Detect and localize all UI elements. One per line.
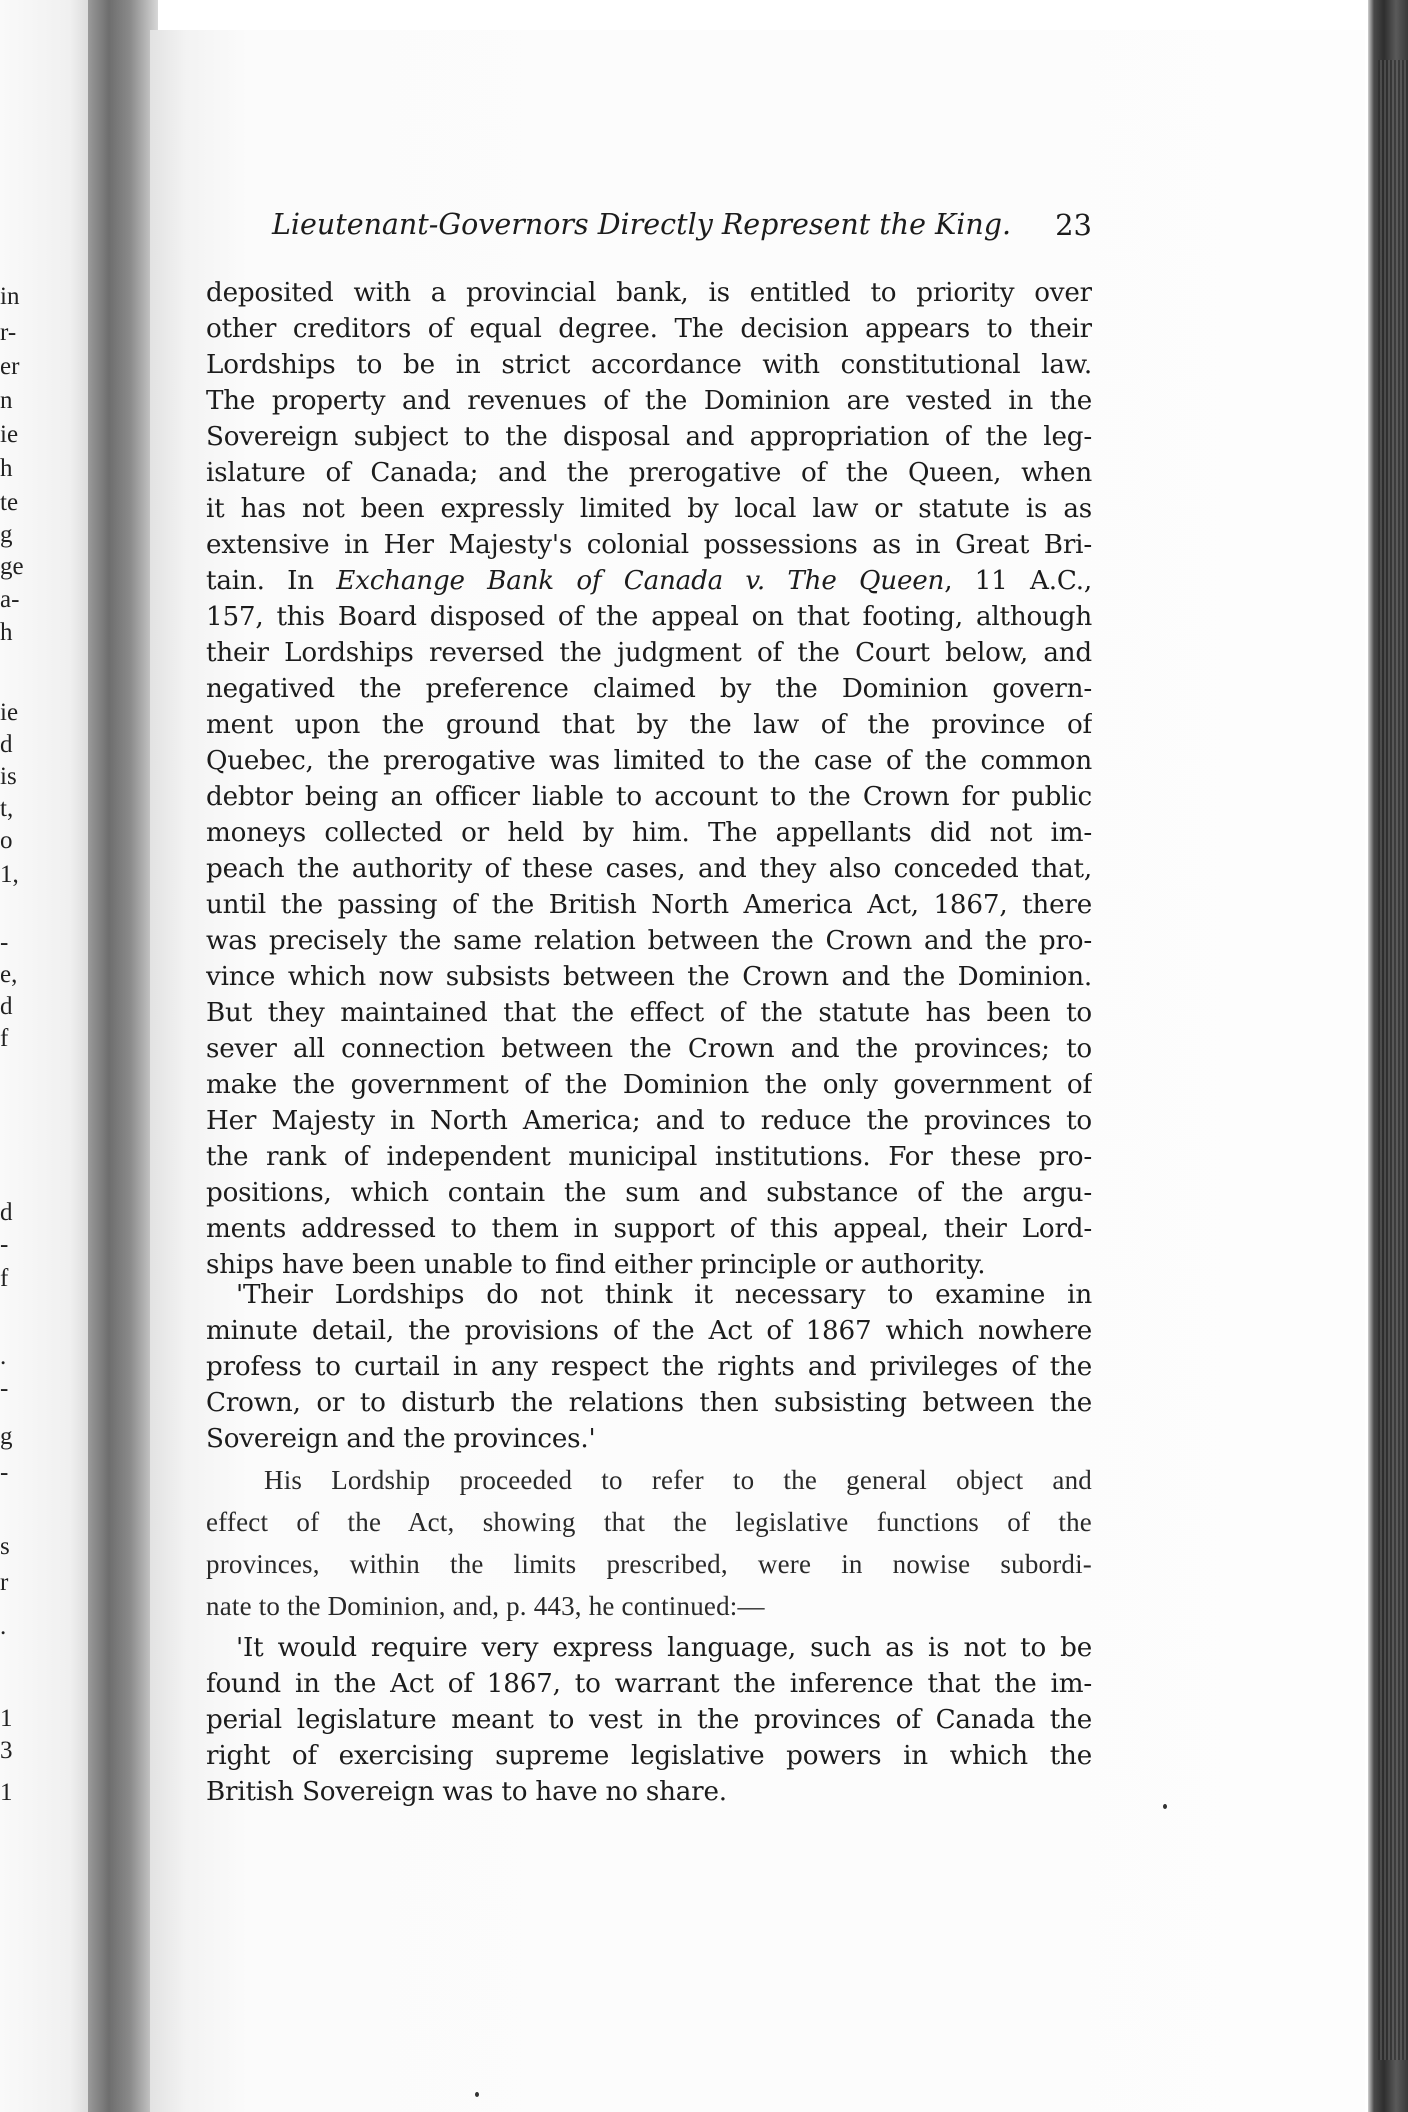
page-stack-edge xyxy=(1378,60,1408,2060)
facing-page-fragment: h xyxy=(0,619,13,646)
text-line: debtor being an officer liable to account to the Crown for public xyxy=(206,782,1092,812)
facing-page-fragment: t, xyxy=(0,795,14,822)
facing-page-fragment: d xyxy=(0,731,13,758)
text-line: minute detail, the provisions of the Act of 1867 which nowhere xyxy=(206,1316,1092,1346)
facing-page-fragment: is xyxy=(0,763,17,790)
facing-page-fragment: f xyxy=(0,1025,9,1052)
text-line: 157, this Board disposed of the appeal on that footing, although xyxy=(206,602,1092,632)
text-line: nate to the Dominion, and, p. 443, he continued:— xyxy=(206,1591,765,1621)
text-line: Sovereign and the provinces.' xyxy=(206,1424,596,1454)
text-line: But they maintained that the effect of the statute has been to xyxy=(206,998,1092,1028)
text-line: moneys collected or held by him. The appellants did not im- xyxy=(206,818,1092,848)
text-line: extensive in Her Majesty's colonial possessions as in Great Bri- xyxy=(206,530,1092,560)
text-line: profess to curtail in any respect the rights and privileges of the xyxy=(206,1352,1092,1382)
facing-page-fragment: . xyxy=(0,1613,7,1640)
text-line: perial legislature meant to vest in the provinces of Canada the xyxy=(206,1705,1092,1735)
text-line: ments addressed to them in support of this appeal, their Lord- xyxy=(206,1214,1092,1244)
facing-page-fragment: ie xyxy=(0,421,19,448)
facing-page-fragment: g xyxy=(0,521,13,548)
facing-page-fragment: 1, xyxy=(0,861,19,888)
text-line: it has not been expressly limited by local law or statute is as xyxy=(206,494,1092,524)
text-line: peach the authority of these cases, and they also conceded that, xyxy=(206,854,1092,884)
facing-page-fragment: 1 xyxy=(0,1779,13,1806)
text-line: found in the Act of 1867, to warrant the inference that the im- xyxy=(206,1669,1092,1699)
text-line: His Lordship proceeded to refer to the general object and xyxy=(264,1465,1092,1495)
facing-page-fragment: - xyxy=(0,929,9,956)
facing-page-fragment: f xyxy=(0,1265,9,1292)
text-line: until the passing of the British North America Act, 1867, there xyxy=(206,890,1092,920)
facing-page-fragment: - xyxy=(0,1459,9,1486)
text-line: effect of the Act, showing that the legislative functions of the xyxy=(206,1507,1092,1537)
text-line: right of exercising supreme legislative powers in which the xyxy=(206,1741,1092,1771)
ink-speck xyxy=(475,2092,479,2097)
text-line: islature of Canada; and the prerogative of the Queen, when xyxy=(206,458,1092,488)
running-head-title: Lieutenant-Governors Directly Represent the King. xyxy=(272,208,1012,241)
text-line: vince which now subsists between the Crown and the Dominion. xyxy=(206,962,1092,992)
facing-page-fragment: - xyxy=(0,1231,9,1258)
facing-page-fragment: r xyxy=(0,1569,9,1596)
facing-page-fragment: n xyxy=(0,387,13,414)
text-line: the rank of independent municipal institutions. For these pro- xyxy=(206,1142,1092,1172)
text-line: deposited with a provincial bank, is entitled to priority over xyxy=(206,278,1092,308)
text-line: make the government of the Dominion the only government of xyxy=(206,1070,1092,1100)
ink-speck xyxy=(1163,1804,1167,1809)
text-line: ment upon the ground that by the law of the province of xyxy=(206,710,1092,740)
facing-page-fragment: 1 xyxy=(0,1705,13,1732)
text-line: was precisely the same relation between the Crown and the pro- xyxy=(206,926,1092,956)
facing-page-fragment: ge xyxy=(0,553,24,580)
paragraph-4-quote xyxy=(206,1630,1092,1810)
text-line: 'Their Lordships do not think it necessary to examine in xyxy=(236,1280,1092,1310)
text-line: ships have been unable to find either principle or authority. xyxy=(206,1250,986,1280)
facing-page-fragment: d xyxy=(0,993,13,1020)
facing-page-fragment: in xyxy=(0,283,20,310)
facing-page-fragment: o xyxy=(0,827,13,854)
paragraph-3 xyxy=(206,1459,1092,1627)
facing-page-fragment: e, xyxy=(0,961,18,988)
text-line: Lordships to be in strict accordance with constitutional law. xyxy=(206,350,1092,380)
paragraph-2-quote xyxy=(206,1277,1092,1457)
facing-page-fragment: g xyxy=(0,1423,13,1450)
text-line: provinces, within the limits prescribed, were in nowise subordi- xyxy=(206,1549,1092,1579)
facing-page-fragment: d xyxy=(0,1199,13,1226)
facing-page-fragment: ie xyxy=(0,699,19,726)
facing-page-fragment: r- xyxy=(0,319,17,346)
text-line: Her Majesty in North America; and to reduce the provinces to xyxy=(206,1106,1092,1136)
facing-page-fragment: a- xyxy=(0,586,20,613)
text-line: other creditors of equal degree. The decision appears to their xyxy=(206,314,1092,344)
facing-page-fragment: h xyxy=(0,455,13,482)
text-line: Crown, or to disturb the relations then subsisting between the xyxy=(206,1388,1092,1418)
text-line: Sovereign subject to the disposal and appropriation of the leg- xyxy=(206,422,1092,452)
book-gutter xyxy=(88,0,158,2112)
text-line: negatived the preference claimed by the Dominion govern- xyxy=(206,674,1092,704)
facing-page-fragment: . xyxy=(0,1343,7,1370)
text-line: British Sovereign was to have no share. xyxy=(206,1777,727,1807)
paragraph-1 xyxy=(206,275,1092,1283)
facing-page-fragment: s xyxy=(0,1533,10,1560)
text-line: 'It would require very express language, such as is not to be xyxy=(236,1633,1092,1663)
text-line: their Lordships reversed the judgment of the Court below, and xyxy=(206,638,1092,668)
text-line: The property and revenues of the Dominion are vested in the xyxy=(206,386,1092,416)
facing-page-fragment: er xyxy=(0,353,20,380)
facing-page xyxy=(0,0,100,2112)
facing-page-fragment: te xyxy=(0,489,19,516)
running-head xyxy=(206,201,1092,249)
text-line: positions, which contain the sum and substance of the argu- xyxy=(206,1178,1092,1208)
text-line: sever all connection between the Crown and the provinces; to xyxy=(206,1034,1092,1064)
facing-page-fragment: - xyxy=(0,1375,9,1402)
text-line: tain. In Exchange Bank of Canada v. The Queen, 11 A.C., xyxy=(206,566,1092,596)
page-number: 23 xyxy=(1055,208,1092,242)
facing-page-fragment: 3 xyxy=(0,1737,13,1764)
text-line: Quebec, the prerogative was limited to the case of the common xyxy=(206,746,1092,776)
